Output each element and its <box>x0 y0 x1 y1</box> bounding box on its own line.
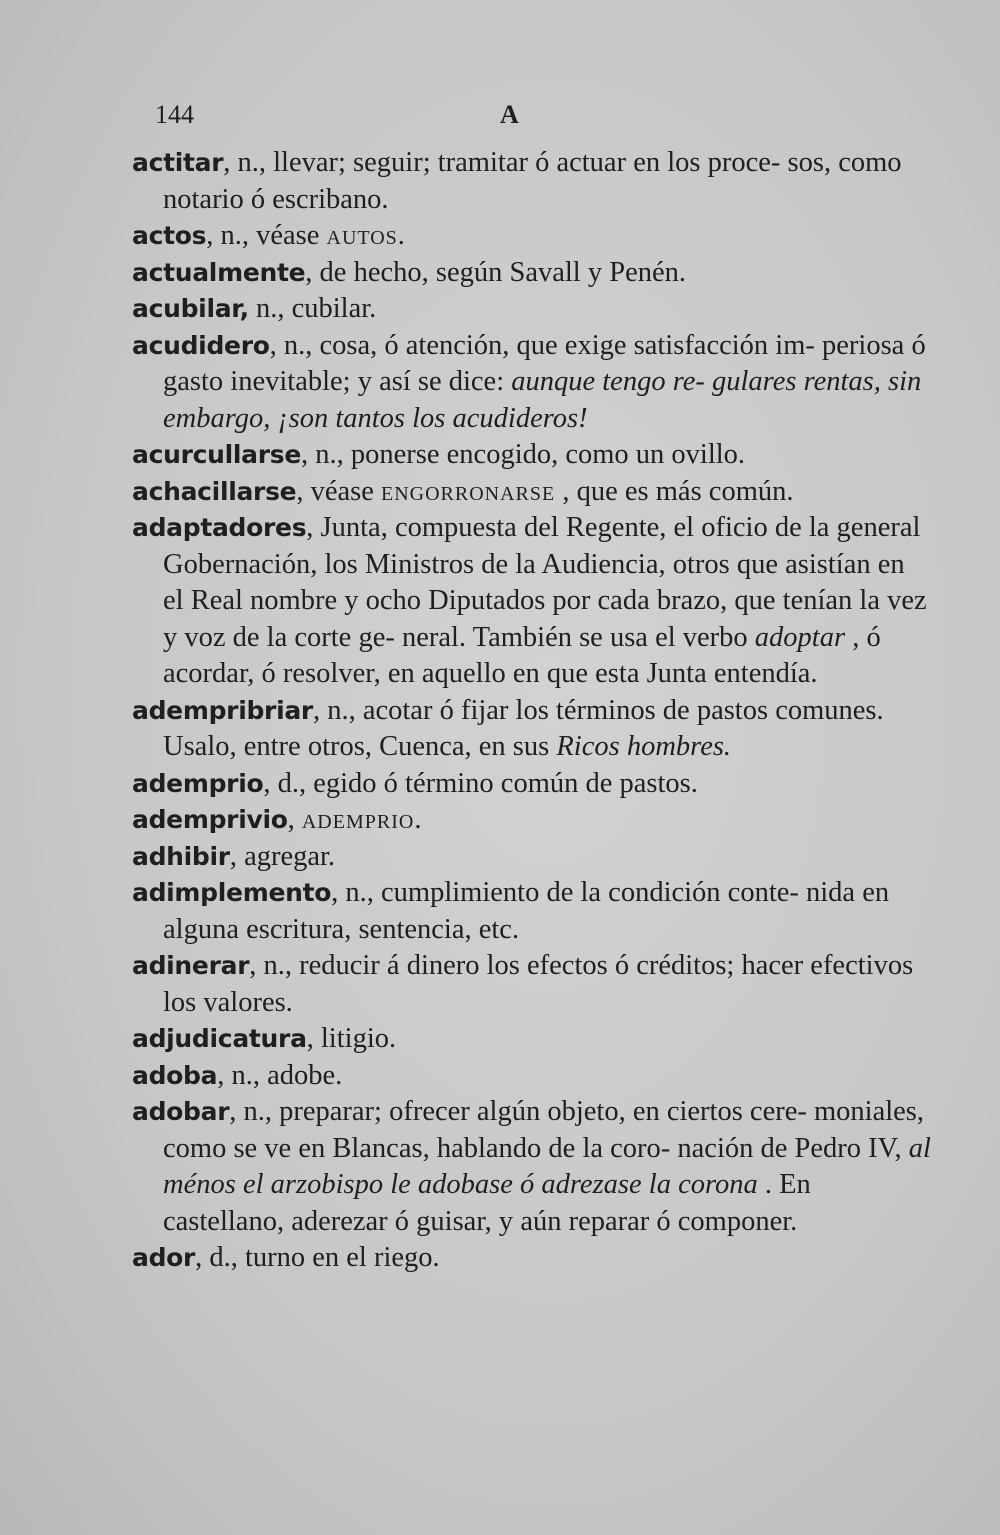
page-number: 144 <box>155 100 194 129</box>
entry-definition-text: , n., acotar ó fijar los términos de pastos <box>312 694 769 726</box>
entry-headword: acurcullarse <box>132 440 302 469</box>
entry-headword: acubilar, <box>132 294 249 323</box>
entry-headword: ademprivio <box>132 805 288 834</box>
entry-italic-text: hombres. <box>626 731 732 762</box>
entry-headword: actitar <box>132 148 224 177</box>
entry-definition-text: nación de Pedro IV, <box>677 1132 909 1164</box>
dictionary-entry <box>132 802 932 839</box>
dictionary-entry <box>132 218 932 255</box>
entry-headword: ador <box>132 1243 196 1272</box>
entry-cross-reference: autos. <box>326 220 406 251</box>
page-header <box>155 100 525 140</box>
entry-definition-text: . En castellano, aderezar ó guisar, y <box>163 1169 811 1237</box>
entry-definition-text: , n., reducir á dinero los efectos ó créditos; hacer <box>249 950 804 981</box>
entry-headword: adobar <box>132 1097 230 1126</box>
entry-definition-text: , n., véase <box>206 220 327 251</box>
dictionary-entry <box>132 1058 932 1095</box>
entry-definition-text: n., cubilar. <box>248 293 377 324</box>
entry-definition-text: , n., preparar; ofrecer algún objeto, en ciertos cere- <box>229 1096 807 1127</box>
dictionary-entry <box>132 766 932 803</box>
dictionary-entry <box>132 291 932 328</box>
entry-definition-text: otros que asistían en el Real nombre y ocho Diputados <box>163 548 905 616</box>
entry-italic-text: aunque tengo re- <box>511 366 705 397</box>
entry-italic-text: Ricos <box>556 731 620 762</box>
dictionary-entry <box>132 255 932 292</box>
entry-italic-text: gulares rentas, sin embargo, ¡son tantos los acudideros! <box>163 366 922 434</box>
dictionary-entry <box>132 948 932 1021</box>
entry-definition-text: , n., ponerse encogido, como un ovillo. <box>301 439 746 470</box>
entry-headword: achacillarse <box>132 476 297 506</box>
entry-definition-text: periosa ó gasto inevitable; y así se dice: <box>163 329 926 397</box>
entry-headword: actualmente <box>132 257 306 287</box>
entry-definition-text: , que es más común. <box>562 475 794 507</box>
dictionary-entry <box>132 474 932 511</box>
dictionary-entry <box>132 839 932 876</box>
dictionary-entries <box>132 145 932 1277</box>
entry-headword: adempribriar <box>132 695 313 725</box>
dictionary-entry <box>132 1021 932 1058</box>
entry-headword: adimplemento <box>132 878 332 907</box>
entry-definition-text: efectivos los valores. <box>163 950 914 1018</box>
entry-italic-text: ó adrezase la corona <box>520 1169 758 1200</box>
entry-italic-text: al ménos el arzobispo le adobase <box>163 1132 931 1200</box>
entry-definition-text: , véase <box>296 475 381 507</box>
entry-definition-text: , d., turno en el riego. <box>195 1242 440 1273</box>
entry-cross-reference: ademprio. <box>301 804 423 835</box>
entry-definition-text: , litigio. <box>306 1023 397 1054</box>
dictionary-entry <box>132 875 932 948</box>
entry-definition-text: , ó acordar, ó <box>163 621 881 689</box>
entry-headword: actos <box>132 221 207 250</box>
entry-headword: adaptadores <box>132 513 307 542</box>
dictionary-entry <box>132 145 932 218</box>
entry-definition-text: resolver, en aquello en que esta Junta entendía. <box>282 658 818 689</box>
entry-headword: adinerar <box>132 951 250 980</box>
entry-headword: acudidero <box>132 330 270 360</box>
entry-definition-text: nida en alguna escritura, sentencia, etc. <box>163 877 890 945</box>
entry-definition-text: , agregar. <box>229 840 336 872</box>
dictionary-entry <box>132 1240 932 1277</box>
entry-headword: adhibir <box>132 841 230 871</box>
entry-definition-text: , de hecho, según Savall y Penén. <box>305 256 686 288</box>
entry-definition-text: , <box>287 804 302 835</box>
entry-definition-text: comunes. Usalo, entre otros, Cuenca, en sus <box>163 694 884 762</box>
dictionary-entry <box>132 1094 932 1240</box>
entry-headword: adjudicatura <box>132 1024 307 1053</box>
entry-definition-text: aún reparar ó componer. <box>520 1205 798 1237</box>
entry-definition-text: , Junta, compuesta del Regente, el oficio de la <box>306 512 830 543</box>
entry-headword: ademprio <box>132 768 264 798</box>
entry-italic-text: adoptar <box>754 621 846 653</box>
entry-definition-text: neral. También se usa el verbo <box>401 621 755 653</box>
dictionary-entry <box>132 437 932 474</box>
entry-definition-text: , n., adobe. <box>217 1059 343 1091</box>
dictionary-entry <box>132 328 932 438</box>
entry-headword: adoba <box>132 1060 218 1090</box>
entry-definition-text: sos, como notario ó escribano. <box>163 147 902 215</box>
entry-definition-text: , n., cumplimiento de la condición conte- <box>331 877 799 908</box>
entry-definition-text: , n., cosa, ó atención, que exige satisfacción im- <box>269 329 815 361</box>
entry-definition-text: moniales, como se ve en Blancas, hablando de la coro- <box>163 1096 925 1164</box>
dictionary-entry <box>132 510 932 693</box>
dictionary-entry <box>132 693 932 766</box>
entry-definition-text: general Gobernación, los Ministros de la Audiencia, <box>163 512 921 580</box>
entry-definition-text: , d., egido ó término común de pastos. <box>263 767 698 799</box>
section-letter: A <box>500 100 519 129</box>
entry-definition-text: , n., llevar; seguir; tramitar ó actuar en los proce- <box>223 147 781 178</box>
entry-definition-text: por cada brazo, que tenían la vez y voz de la corte ge- <box>163 585 927 653</box>
entry-cross-reference: engorronarse <box>381 475 556 507</box>
